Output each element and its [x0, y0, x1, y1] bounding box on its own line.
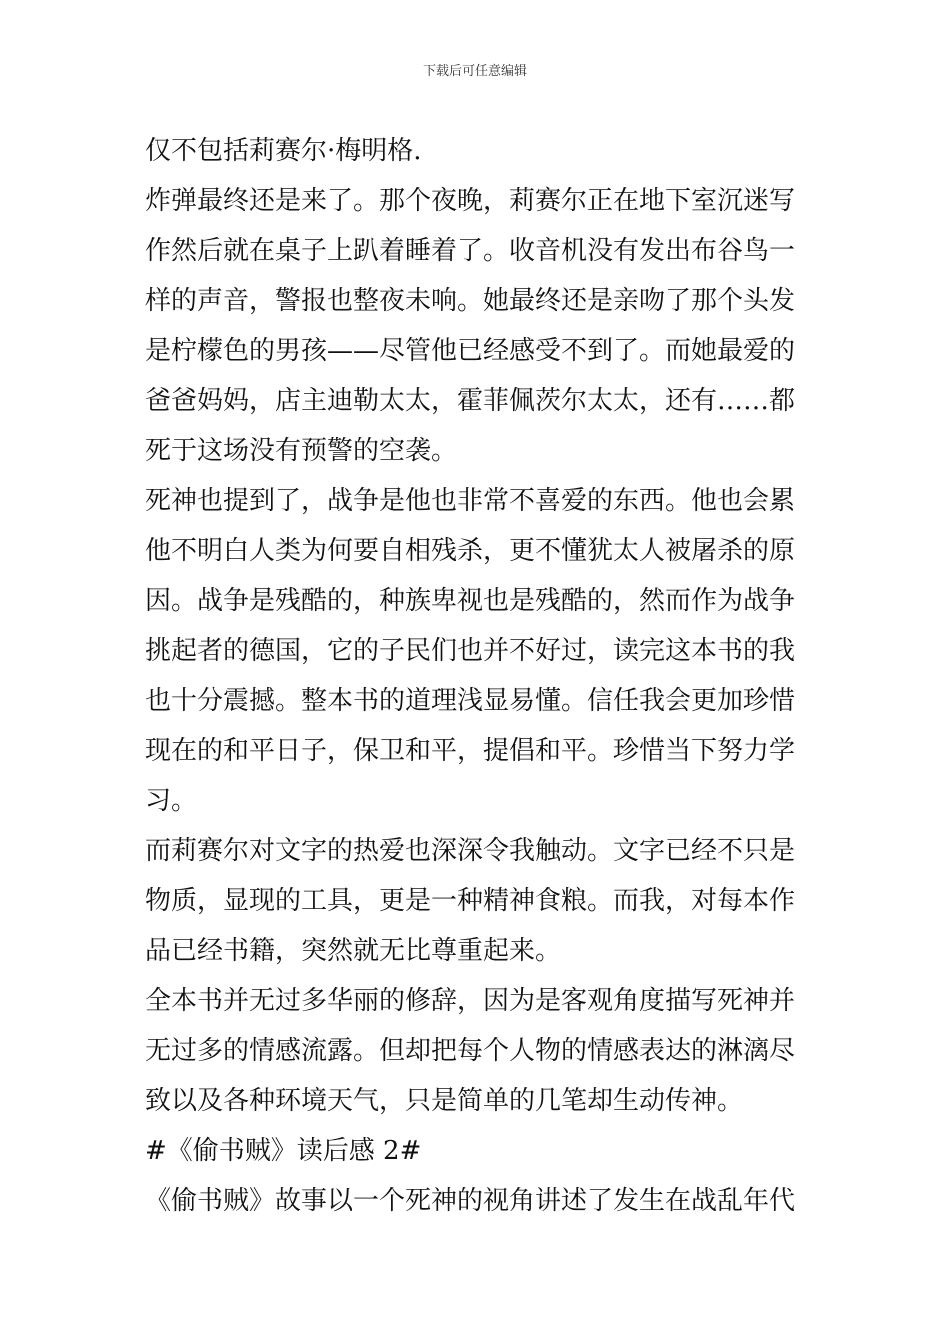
text-line: 挑起者的德国，它的子民们也并不好过，读完这本书的我 — [145, 636, 796, 666]
text-line: 他不明白人类为何要自相残杀，更不懂犹太人被屠杀的原 — [145, 536, 796, 566]
text-line: 样的声音，警报也整夜未响。她最终还是亲吻了那个头发 — [145, 286, 796, 316]
text-line: 因。战争是残酷的，种族卑视也是残酷的，然而作为战争 — [145, 586, 796, 616]
text-line: 《偷书贼》故事以一个死神的视角讲述了发生在战乱年代 — [145, 1186, 796, 1216]
text-line: 全本书并无过多华丽的修辞，因为是客观角度描写死神并 — [145, 986, 796, 1016]
section-heading: #《偷书贼》读后感 2# — [145, 1136, 422, 1166]
text-line: 无过多的情感流露。但却把每个人物的情感表达的淋漓尽 — [145, 1036, 796, 1066]
text-line: 作然后就在桌子上趴着睡着了。收音机没有发出布谷鸟一 — [145, 236, 796, 266]
text-line: 死于这场没有预警的空袭。 — [145, 436, 458, 466]
text-line: 也十分震撼。整本书的道理浅显易懂。信任我会更加珍惜 — [145, 686, 796, 716]
text-line: 爸爸妈妈，店主迪勒太太，霍菲佩茨尔太太，还有……都 — [145, 386, 796, 416]
text-line: 致以及各种环境天气，只是简单的几笔却生动传神。 — [145, 1086, 744, 1116]
page-header: 下载后可任意编辑 — [422, 64, 527, 79]
text-line: 炸弹最终还是来了。那个夜晚，莉赛尔正在地下室沉迷写 — [145, 186, 796, 216]
text-line: 而莉赛尔对文字的热爱也深深令我触动。文字已经不只是 — [145, 836, 796, 866]
text-line: 死神也提到了，战争是他也非常不喜爱的东西。他也会累 — [145, 486, 796, 516]
text-line: 习。 — [145, 786, 198, 816]
text-line: 现在的和平日子，保卫和平，提倡和平。珍惜当下努力学 — [145, 736, 796, 766]
document-body — [145, 126, 807, 1226]
text-line: 物质，显现的工具，更是一种精神食粮。而我，对每本作 — [145, 886, 796, 916]
text-line: 是柠檬色的男孩——尽管他已经感受不到了。而她最爱的 — [145, 336, 796, 366]
text-line: 品已经书籍，突然就无比尊重起来。 — [145, 936, 562, 966]
text-line: 仅不包括莉赛尔·梅明格. — [145, 136, 422, 166]
